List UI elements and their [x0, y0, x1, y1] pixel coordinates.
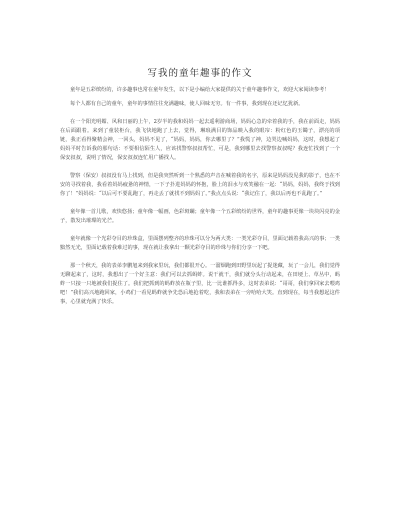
body-paragraph: 童年像一首儿歌，欢快悠扬；童年像一幅画，色彩斑斓；童年像一个五彩缤纷的世界，童年的趣事更像一块块闪亮的金子，散发出璀璨的光芒。	[60, 209, 340, 224]
body-paragraph: 那一个秋天，我的表弟李鹏旭来到我家里玩，我们都很开心。一溜烟跑到田野里玩起了捉迷藏，玩了一会儿，我们觉得无聊起来了，这时，我想出了一个好主意：我们可以去抓蚂蚱。说干就干，我们就分头行动起来，在田埂上、草丛中，蚂蚱一只接一只地被我们捉住了。我们把抓到的蚂蚱放在瓶子里，比一比谁抓得多，这时表弟说：“哥哥，我们拿回家去喂鸡吧！”我们高兴地跑回家，小鸡们一看见蚂蚱就争先恐后地抢着吃，我和表弟在一旁哈哈大笑。直到现在，每当我想起这件事，心里就充满了快乐。	[60, 263, 340, 305]
body-paragraph: 每个人都有自己的童年，童年的事情往往充满趣味，使人回味无穷。有一件事，我到现在还记忆犹新。	[70, 101, 304, 107]
intro-paragraph: 童年是五彩缤纷的，许多趣事也常在童年发生，以下是小编给大家提供的关于童年趣事作文，欢迎大家阅读参考！	[70, 87, 330, 93]
body-paragraph: 警察（保安）叔叔没有马上找到，但是我突然听到一个熟悉的声音在喊着我的名字，原来是妈妈没见我的影子，也在不安的寻找着我，我看着妈妈疲惫的神情，一下子扑进妈妈的怀抱，脸上的泪水与欢笑融在一起：“妈妈，妈妈，我终于找到你了！”妈妈说：“以后可不要乱跑了，再走丢了就找不到妈妈了。”我点点头说：“我记住了，我以后再也不乱跑了。”	[60, 173, 340, 197]
page-title: 写我的童年趣事的作文	[147, 68, 253, 79]
body-paragraph: 在一个阳光明媚、风和日丽的上午，2岁半的我和妈妈一起去遥利游商场，妈妈心急的牵着我的手，我在前面走，妈妈在后面跟着。来到了童装柜台，我飞快地跑了上去，觉得，琳琅满目的饰品映入我的眼帘：粉红色的玉镯子，漂亮的项链，我正看得聚精会神，一回头，妈妈不见了，“妈妈，妈妈，你去哪里了？”我慌了神，边哭边喊妈妈，这时，我想起了妈妈平时告诉我的那句话：不要相信陌生人，应该找警察叔叔帮忙，可是，我到哪里去找警察叔叔呢？我连忙找到了一个保安叔叔，说明了情况，保安叔叔连忙用广播找人。	[60, 119, 340, 161]
body-paragraph: 童年就像一个光彩夺目的珍珠盒，里面摆列整齐的珍珠可以分为两大类：一类光彩夺目，里面记载着我高兴的事；一类黯然无光，里面记载着我难过的事，现在就让我拿出一颗光彩夺目的珍珠与你们分享一下吧。	[60, 236, 340, 251]
